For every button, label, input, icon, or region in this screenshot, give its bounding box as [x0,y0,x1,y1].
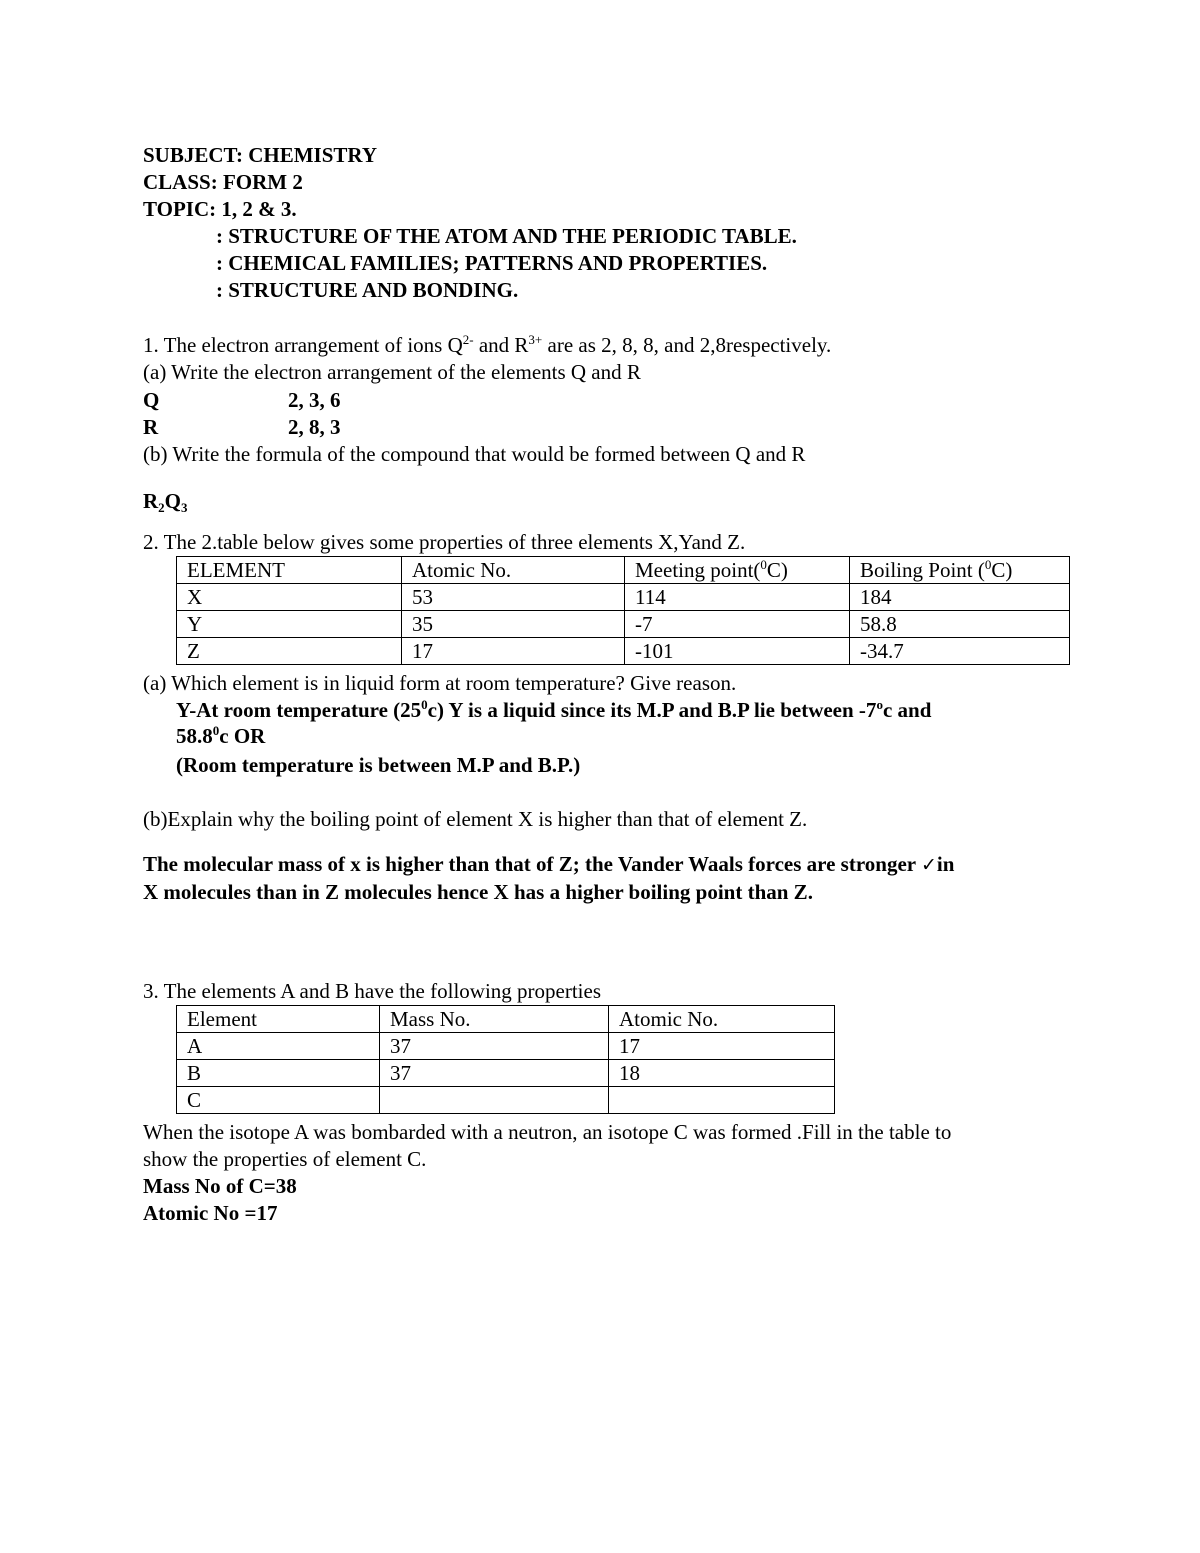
table-header-cell: Atomic No. [609,1006,835,1033]
topic-item-2: : CHEMICAL FAMILIES; PATTERNS AND PROPERTIES. [216,251,768,275]
table-cell: 58.8 [850,611,1070,638]
table-cell [609,1087,835,1114]
table-row [177,638,1070,665]
table-header-cell: Boiling Point ($^0$C) [850,557,1070,584]
q1-part-b: (b) Write the formula of the compound that would be formed between Q and R [143,442,806,466]
table-cell [380,1087,609,1114]
table-cell: 37 [380,1033,609,1060]
q1-answer-r-arrangement: 2, 8, 3 [288,415,341,439]
table-cell: X [177,584,402,611]
q2-answer-b-line2: X molecules than in Z molecules hence X has a higher boiling point than Z. [143,880,813,904]
q2-answer-b-line1: The molecular mass of x is higher than that of Z; the Vander Waals forces are stronger ✓in [143,852,955,876]
topic-line: TOPIC: 1, 2 & 3. [143,197,297,221]
class-line: CLASS: FORM 2 [143,170,303,194]
table-cell: 53 [402,584,625,611]
table-header-row [177,1006,835,1033]
r-ion-charge: 3+ [528,332,543,347]
table-cell: 18 [609,1060,835,1087]
table-header-cell: Element [177,1006,380,1033]
table-row [177,611,1070,638]
table-header-cell: Meeting point($^0$C) [625,557,850,584]
q2-answer-a-line3: (Room temperature is between M.P and B.P.) [176,753,581,777]
table-cell: B [177,1060,380,1087]
q1-answer-q-symbol: Q [143,388,160,412]
q2-answer-a-line1: Y-At room temperature $(25^0c)$ Y is a liquid since its M.P and B.P lie between -7$^o$c and [176,697,932,722]
topic-item-1: : STRUCTURE OF THE ATOM AND THE PERIODIC TABLE. [216,224,797,248]
table-cell: -34.7 [850,638,1070,665]
subject-line: SUBJECT: CHEMISTRY [143,143,377,167]
table-row [177,1087,835,1114]
q3-answer-mass: Mass No of C=38 [143,1174,297,1198]
q2-properties-table [176,556,1070,665]
table-cell: C [177,1087,380,1114]
table-cell: 17 [609,1033,835,1060]
table-row [177,584,1070,611]
checkmark-icon: ✓ [920,854,937,876]
q1-answer-r-symbol: R [143,415,159,439]
q1-formula-answer: $R_2Q_3$ [143,489,188,515]
table-cell: Y [177,611,402,638]
table-cell: 35 [402,611,625,638]
q-ion-charge: 2- [462,332,474,347]
table-row [177,1033,835,1060]
q3-properties-table [176,1005,835,1114]
q3-answer-atomic: Atomic No =17 [143,1201,278,1225]
table-header-row [177,557,1070,584]
table-header-cell: Mass No. [380,1006,609,1033]
table-row [177,1060,835,1087]
table-cell: 17 [402,638,625,665]
table-cell: 114 [625,584,850,611]
table-cell: -7 [625,611,850,638]
q3-stem: 3. The elements A and B have the following properties [143,979,602,1003]
q1-stem: 1. The electron arrangement of ions $Q^{2-}$ and $R^{3+}$ are as 2, 8, 8, and 2,8respectively. [143,332,832,357]
table-header-cell: Atomic No. [402,557,625,584]
q2-answer-a-line2: 58.8$^0$c OR [176,723,266,748]
q2-stem: 2. The 2.table below gives some properties of three elements X,Yand Z. [143,530,746,554]
q1-part-a: (a) Write the electron arrangement of the elements Q and R [143,360,641,384]
q3-text-line2: show the properties of element C. [143,1147,427,1171]
table-cell: 37 [380,1060,609,1087]
q2-part-a: (a) Which element is in liquid form at room temperature? Give reason. [143,671,737,695]
topic-item-3: : STRUCTURE AND BONDING. [216,278,519,302]
q2-part-b: (b)Explain why the boiling point of element X is higher than that of element Z. [143,807,808,831]
table-cell: -101 [625,638,850,665]
table-header-cell: ELEMENT [177,557,402,584]
table-cell: A [177,1033,380,1060]
table-cell: 184 [850,584,1070,611]
q3-text-line1: When the isotope A was bombarded with a neutron, an isotope C was formed .Fill in the table to [143,1120,952,1144]
q1-answer-q-arrangement: 2, 3, 6 [288,388,341,412]
table-cell: Z [177,638,402,665]
